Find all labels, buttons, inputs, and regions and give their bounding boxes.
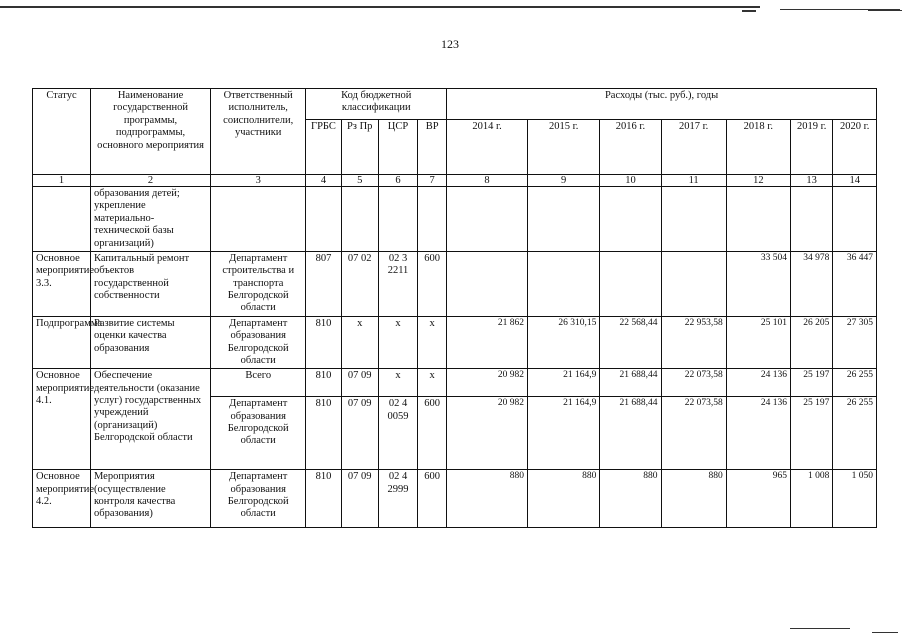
table-row xyxy=(33,187,877,252)
header-name: Наименование государственной программы, подпрограммы, основного мероприятия xyxy=(90,89,210,175)
csr-cell: 02 4 0059 xyxy=(378,397,417,470)
scan-mark xyxy=(742,10,756,12)
header-expenses: Расходы (тыс. руб.), годы xyxy=(447,89,877,120)
name-cell: Обеспечение деятельности (оказание услуг) государственных учреждений (организаций) Белгородской области xyxy=(90,369,210,470)
column-number: 13 xyxy=(790,175,832,187)
vr-cell: 600 xyxy=(418,397,447,470)
value-cell: 25 197 xyxy=(790,397,832,470)
value-cell: 36 447 xyxy=(833,251,877,316)
value-cell: 21 688,44 xyxy=(600,397,661,470)
status-cell xyxy=(33,187,91,252)
column-number: 5 xyxy=(341,175,378,187)
column-number: 10 xyxy=(600,175,661,187)
table-row xyxy=(33,369,877,397)
rzpr-cell: 07 09 xyxy=(341,397,378,470)
value-cell: 20 982 xyxy=(447,369,528,397)
status-cell: Основное мероприятие 3.3. xyxy=(33,251,91,316)
vr-cell: х xyxy=(418,369,447,397)
executor-cell: Всего xyxy=(211,369,306,397)
value-cell: 21 164,9 xyxy=(527,369,599,397)
executor-cell xyxy=(211,187,306,252)
grbs-cell: 810 xyxy=(306,316,341,369)
rzpr-cell xyxy=(341,187,378,252)
header-year: 2016 г. xyxy=(600,120,661,175)
executor-cell: Департамент строительства и транспорта Белгородской области xyxy=(211,251,306,316)
column-number: 1 xyxy=(33,175,91,187)
value-cell: 1 008 xyxy=(790,470,832,528)
grbs-cell: 810 xyxy=(306,397,341,470)
csr-cell: х xyxy=(378,369,417,397)
scan-edge-line xyxy=(0,6,760,8)
page-number: 123 xyxy=(441,37,459,51)
status-cell: Основное мероприятие 4.1. xyxy=(33,369,91,470)
csr-cell xyxy=(378,187,417,252)
value-cell xyxy=(790,187,832,252)
scan-mark xyxy=(790,628,850,629)
value-cell: 26 310,15 xyxy=(527,316,599,369)
vr-cell: 600 xyxy=(418,251,447,316)
value-cell xyxy=(726,187,790,252)
value-cell: 21 688,44 xyxy=(600,369,661,397)
column-number: 2 xyxy=(90,175,210,187)
value-cell: 24 136 xyxy=(726,397,790,470)
value-cell: 21 862 xyxy=(447,316,528,369)
value-cell: 880 xyxy=(447,470,528,528)
vr-cell: х xyxy=(418,316,447,369)
value-cell: 25 197 xyxy=(790,369,832,397)
value-cell: 880 xyxy=(661,470,726,528)
value-cell xyxy=(600,251,661,316)
csr-cell: 02 4 2999 xyxy=(378,470,417,528)
status-cell: Подпрограмма xyxy=(33,316,91,369)
value-cell xyxy=(600,187,661,252)
header-year: 2014 г. xyxy=(447,120,528,175)
value-cell: 880 xyxy=(600,470,661,528)
table-row xyxy=(33,251,877,316)
value-cell: 34 978 xyxy=(790,251,832,316)
header-vr: ВР xyxy=(418,120,447,175)
rzpr-cell: 07 09 xyxy=(341,369,378,397)
rzpr-cell: 07 09 xyxy=(341,470,378,528)
column-number: 11 xyxy=(661,175,726,187)
header-csr: ЦСР xyxy=(378,120,417,175)
value-cell xyxy=(833,187,877,252)
value-cell xyxy=(447,187,528,252)
vr-cell xyxy=(418,187,447,252)
rzpr-cell: 07 02 xyxy=(341,251,378,316)
name-cell: Мероприятия (осуществление контроля качества образования) xyxy=(90,470,210,528)
value-cell: 22 073,58 xyxy=(661,397,726,470)
value-cell xyxy=(447,251,528,316)
value-cell: 22 073,58 xyxy=(661,369,726,397)
column-number: 14 xyxy=(833,175,877,187)
value-cell: 965 xyxy=(726,470,790,528)
grbs-cell: 807 xyxy=(306,251,341,316)
name-cell: образования детей; укрепление материально-технической базы организаций) xyxy=(90,187,210,252)
column-number: 7 xyxy=(418,175,447,187)
status-cell: Основное мероприятие 4.2. xyxy=(33,470,91,528)
value-cell: 26 255 xyxy=(833,369,877,397)
header-rzpr: Рз Пр xyxy=(341,120,378,175)
table-row xyxy=(33,316,877,369)
column-number: 12 xyxy=(726,175,790,187)
name-cell: Развитие системы оценки качества образования xyxy=(90,316,210,369)
csr-cell: 02 3 2211 xyxy=(378,251,417,316)
scan-mark xyxy=(872,632,898,633)
value-cell: 1 050 xyxy=(833,470,877,528)
value-cell: 24 136 xyxy=(726,369,790,397)
value-cell: 25 101 xyxy=(726,316,790,369)
header-year: 2019 г. xyxy=(790,120,832,175)
scan-mark xyxy=(868,10,902,11)
value-cell xyxy=(527,251,599,316)
name-cell: Капитальный ремонт объектов государственной собственности xyxy=(90,251,210,316)
value-cell: 26 205 xyxy=(790,316,832,369)
header-budget-code: Код бюджетной классификации xyxy=(306,89,447,120)
value-cell: 26 255 xyxy=(833,397,877,470)
header-status: Статус xyxy=(33,89,91,175)
header-year: 2015 г. xyxy=(527,120,599,175)
header-year: 2020 г. xyxy=(833,120,877,175)
value-cell: 22 568,44 xyxy=(600,316,661,369)
executor-cell: Департамент образования Белгородской области xyxy=(211,316,306,369)
header-year: 2018 г. xyxy=(726,120,790,175)
value-cell xyxy=(661,187,726,252)
executor-cell: Департамент образования Белгородской области xyxy=(211,470,306,528)
grbs-cell: 810 xyxy=(306,369,341,397)
value-cell: 27 305 xyxy=(833,316,877,369)
value-cell: 20 982 xyxy=(447,397,528,470)
value-cell xyxy=(661,251,726,316)
value-cell: 22 953,58 xyxy=(661,316,726,369)
column-number: 9 xyxy=(527,175,599,187)
column-number: 6 xyxy=(378,175,417,187)
header-year: 2017 г. xyxy=(661,120,726,175)
column-number: 4 xyxy=(306,175,341,187)
column-number-row xyxy=(33,175,877,187)
header-executor: Ответственный исполнитель, соисполнители, участники xyxy=(211,89,306,175)
column-number: 8 xyxy=(447,175,528,187)
executor-cell: Департамент образования Белгородской области xyxy=(211,397,306,470)
csr-cell: х xyxy=(378,316,417,369)
grbs-cell xyxy=(306,187,341,252)
budget-table xyxy=(32,88,877,528)
value-cell: 21 164,9 xyxy=(527,397,599,470)
vr-cell: 600 xyxy=(418,470,447,528)
value-cell xyxy=(527,187,599,252)
header-grbs: ГРБС xyxy=(306,120,341,175)
column-number: 3 xyxy=(211,175,306,187)
table-row xyxy=(33,470,877,528)
grbs-cell: 810 xyxy=(306,470,341,528)
value-cell: 880 xyxy=(527,470,599,528)
value-cell: 33 504 xyxy=(726,251,790,316)
rzpr-cell: х xyxy=(341,316,378,369)
